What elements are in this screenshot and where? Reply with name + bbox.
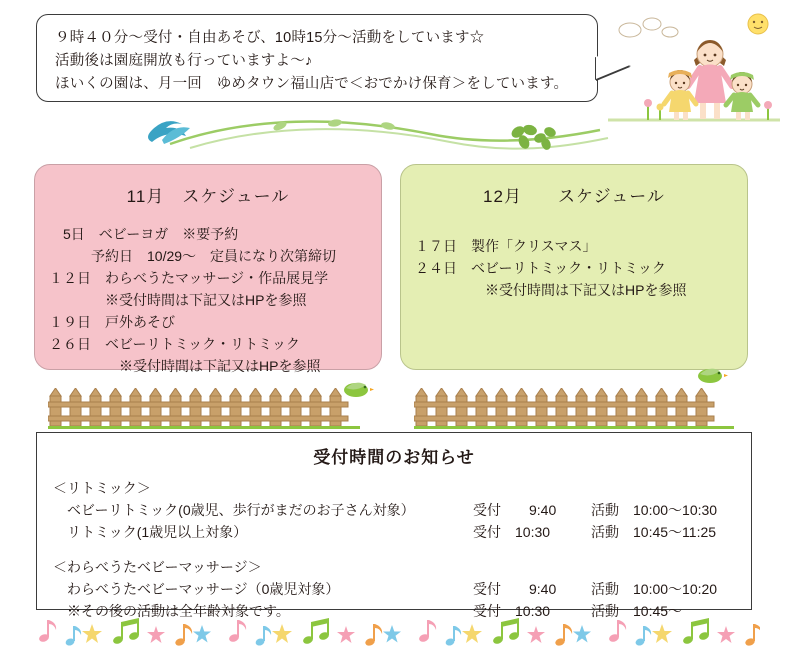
notice-row-reception: 受付 9:40 <box>473 502 557 518</box>
schedule-line: １２日 わらべうたマッサージ・作品展見学 <box>49 270 329 286</box>
schedule-line: ※受付時間は下記又はHPを参照 <box>49 358 321 374</box>
notice-row-label: わらべうたベビーマッサージ（0歳児対象） <box>53 581 340 597</box>
notice-row-activity: 活動 10:45〜 <box>591 603 683 619</box>
notice-row-activity: 活動 10:00〜10:20 <box>591 581 718 597</box>
notice-row-activity: 活動 10:45〜11:25 <box>591 524 717 540</box>
announcement-bubble <box>36 14 598 102</box>
schedule-line: ２６日 ベビーリトミック・リトミック <box>49 336 300 352</box>
notice-section-heading-rhythmic: ＜リトミック＞ <box>53 480 151 496</box>
bird-green-left-icon <box>340 378 374 400</box>
notice-row-label: リトミック(1歳児以上対象） <box>53 524 248 540</box>
bird-green-right-icon <box>694 364 728 386</box>
announcement-line-2: 活動後は園庭開放も行っていますよ〜♪ <box>55 53 313 69</box>
announcement-line-3: ほいくの園は、月一回 ゆめタウン福山店で＜おでかけ保育＞をしています。 <box>55 76 569 92</box>
vine-divider-icon <box>130 112 630 164</box>
reception-time-notice <box>36 432 752 619</box>
notice-row-activity: 活動 10:00〜10:30 <box>591 502 718 518</box>
schedule-body-december <box>401 235 747 301</box>
schedule-line: １９日 戸外あそび <box>49 314 175 330</box>
schedule-line: 予約日 10/29〜 定員になり次第締切 <box>49 248 337 264</box>
schedule-body-november <box>35 223 381 377</box>
schedule-line: １７日 製作「クリスマス」 <box>415 238 597 254</box>
notice-row-label: ※その後の活動は全年齢対象です。 <box>53 603 290 619</box>
schedule-title-december: 12月 スケジュール <box>483 187 665 206</box>
announcement-line-1: ９時４０分〜受付・自由あそび、10時15分〜活動をしています☆ <box>55 30 485 46</box>
notice-row-reception: 受付 10:30 <box>473 603 551 619</box>
fence-right-decoration-icon <box>414 388 734 430</box>
schedule-line: ※受付時間は下記又はHPを参照 <box>415 282 687 298</box>
schedule-panel-november <box>34 164 382 374</box>
notice-spacer <box>37 543 751 557</box>
notice-row <box>37 499 751 521</box>
notice-row-label: ベビーリトミック(0歳児、歩行がまだのお子さん対象） <box>53 502 415 518</box>
notice-row-reception: 受付 10:30 <box>473 524 551 540</box>
schedule-line: 5日 ベビーヨガ ※要予約 <box>49 226 239 242</box>
notice-row <box>37 521 751 543</box>
schedule-panel-december <box>400 164 748 370</box>
notice-section-heading-massage: ＜わらべうたベビーマッサージ＞ <box>53 559 262 575</box>
notice-row-reception: 受付 9:40 <box>473 581 557 597</box>
schedule-title-november: 11月 スケジュール <box>126 187 290 206</box>
schedule-line: ※受付時間は下記又はHPを参照 <box>49 292 307 308</box>
schedule-line: ２４日 ベビーリトミック・リトミック <box>415 260 666 276</box>
fence-left-decoration-icon <box>48 388 360 430</box>
family-illustration-icon <box>608 8 780 130</box>
notice-row <box>37 578 751 600</box>
notice-title: 受付時間のお知らせ <box>313 448 475 467</box>
music-notes-border-icon <box>30 612 760 654</box>
